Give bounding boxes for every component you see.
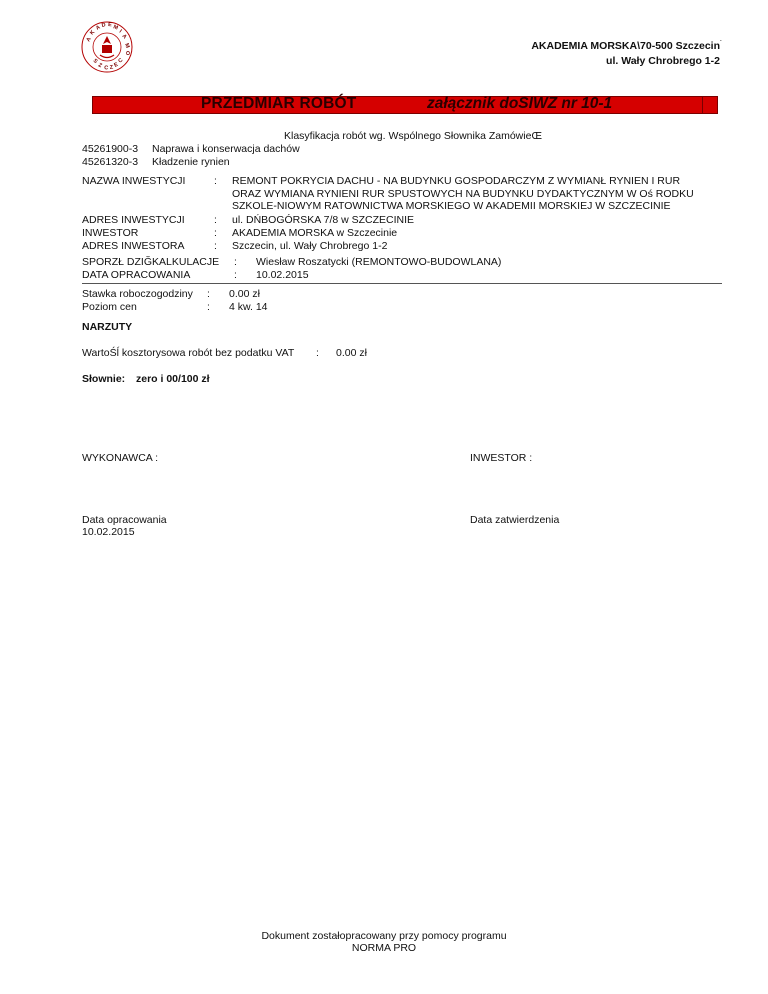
investor-address-label: ADRES INWESTORA (82, 240, 185, 252)
prep-date-row: DATA OPRACOWANIA : 10.02.2015 (82, 269, 309, 281)
cpv-name: Naprawa i konserwacja dachów (152, 143, 300, 155)
author-value: Wiesław Roszatycki (REMONTOWO-BUDOWLANA) (256, 256, 502, 268)
price-level-label: Poziom cen (82, 301, 137, 313)
svg-text:I: I (117, 28, 123, 35)
investor-value: AKADEMIA MORSKA w Szczecinie (232, 227, 398, 239)
svg-text:D: D (101, 22, 107, 29)
investment-name-label: NAZWA INWESTYCJI (82, 175, 186, 187)
header-address-line1: AKADEMIA MORSKA\70-500 Szczecin (531, 40, 720, 52)
title-banner (92, 96, 718, 114)
surcharges-heading: NARZUTY (82, 321, 133, 333)
prep-date-label: DATA OPRACOWANIA (82, 269, 191, 281)
author-row: SPORZŁ DZIĞKALKULACJE : Wiesław Roszatycki (REMONTOWO-BUDOWLANA) (82, 256, 502, 268)
svg-text:A: A (120, 33, 128, 41)
investor-address-value: Szczecin, ul. Wały Chrobrego 1-2 (232, 240, 388, 252)
investment-address-value: ul. DŃBOGÓRSKA 7/8 w SZCZECINIE (232, 214, 415, 226)
svg-text:A: A (95, 24, 102, 32)
document-title: PRZEDMIAR ROBÓT (201, 95, 357, 112)
investor-row: INWESTOR : AKADEMIA MORSKA w Szczecinie (82, 227, 702, 240)
investment-address-row: ADRES INWESTYCJI : ul. DŃBOGÓRSKA 7/8 w SZCZECINIE (82, 214, 702, 227)
footer-line2: NORMA PRO (351, 942, 417, 954)
net-value-row: WartoŚĺ kosztorysowa robót bez podatku VAT : 0.00 zł (82, 347, 367, 359)
classification-row (82, 156, 230, 169)
price-level-value: 4 kw. 14 (229, 301, 268, 313)
investor-address-row: ADRES INWESTORA : Szczecin, ul. Wały Chrobrego 1-2 (82, 240, 702, 253)
net-value-amount: 0.00 zł (336, 347, 367, 359)
cpv-code: 45261900-3 (82, 143, 139, 155)
investment-name-row: NAZWA INWESTYCJI : REMONT POKRYCIA DACHU - NA BUDYNKU GOSPODARCZYM Z WYMIANŁ RYNIEN I RUR ORAZ WYMIANA RYNIENI RUR SPUSTOWYCH NA BUDYNKU DYDAKTYCZNYM W Oś RODKU SZKOLE-NIOWYM RATOWNICTWA MORSKIEGO W AKADEMII MORSKIEJ W SZCZECINIE (82, 175, 702, 213)
svg-text:O: O (124, 50, 131, 56)
svg-text:C: C (103, 65, 109, 72)
cpv-name: Kładzenie rynien (152, 156, 230, 168)
investor-signature-label: INWESTOR : (470, 452, 533, 464)
investment-name-value: REMONT POKRYCIA DACHU - NA BUDYNKU GOSPODARCZYM Z WYMIANŁ RYNIEN I RUR ORAZ WYMIANA RYNIENI RUR SPUSTOWYCH NA BUDYNKU DYDAKTYCZNYM W Oś RODKU SZKOLE-NIOWYM RATOWNICTWA MORSKIEGO W AKADEMII MORSKIEJ W SZCZECINIE (232, 175, 694, 213)
amount-in-words-label: Słownie: (82, 373, 126, 385)
footer-line1: Dokument zostałopracowany przy pomocy programu (261, 930, 507, 942)
cpv-code: 45261320-3 (82, 156, 139, 168)
svg-text:M: M (123, 42, 131, 50)
rate-row: Stawka roboczogodziny : 0.00 zł (82, 288, 260, 300)
price-level-row: Poziom cen : 4 kw. 14 (82, 301, 268, 313)
section-divider (82, 283, 722, 284)
header-mark: . (719, 34, 722, 43)
amount-in-words-row (82, 373, 210, 386)
svg-text:E: E (107, 22, 113, 29)
classification-row (82, 143, 300, 156)
net-value-label: WartoŚĺ kosztorysowa robót bez podatku VAT (82, 347, 295, 359)
prep-date-signature-label: Data opracowania (82, 514, 167, 526)
banner-divider (702, 97, 703, 113)
svg-text:K: K (89, 29, 97, 37)
academy-seal-logo (80, 20, 134, 74)
prep-date-signature-value: 10.02.2015 (82, 526, 135, 538)
svg-text:Z: Z (109, 64, 114, 71)
rate-value: 0.00 zł (229, 288, 260, 300)
svg-text:Z: Z (97, 62, 103, 70)
contractor-label: WYKONAWCA : (82, 452, 159, 464)
author-label: SPORZŁ DZIĞKALKULACJE (82, 256, 220, 268)
classification-heading: Klasyfikacja robót wg. Wspólnego Słownika ZamówieŒ (284, 130, 542, 142)
amount-in-words-value: zero i 00/100 zł (136, 373, 210, 385)
attachment-label: załącznik doSIWZ nr 10-1 (427, 95, 613, 112)
investor-label: INWESTOR (82, 227, 139, 239)
rate-label: Stawka roboczogodziny (82, 288, 193, 300)
svg-text:C: C (117, 57, 125, 65)
svg-text:A: A (85, 36, 93, 43)
header-address-line2: ul. Wały Chrobrego 1-2 (606, 55, 720, 67)
svg-text:S: S (91, 57, 99, 65)
investment-address-label: ADRES INWESTYCJI (82, 214, 185, 226)
prep-date-value: 10.02.2015 (256, 269, 309, 281)
svg-text:M: M (112, 24, 119, 32)
approval-date-label: Data zatwierdzenia (470, 514, 560, 526)
svg-text:E: E (113, 61, 120, 69)
